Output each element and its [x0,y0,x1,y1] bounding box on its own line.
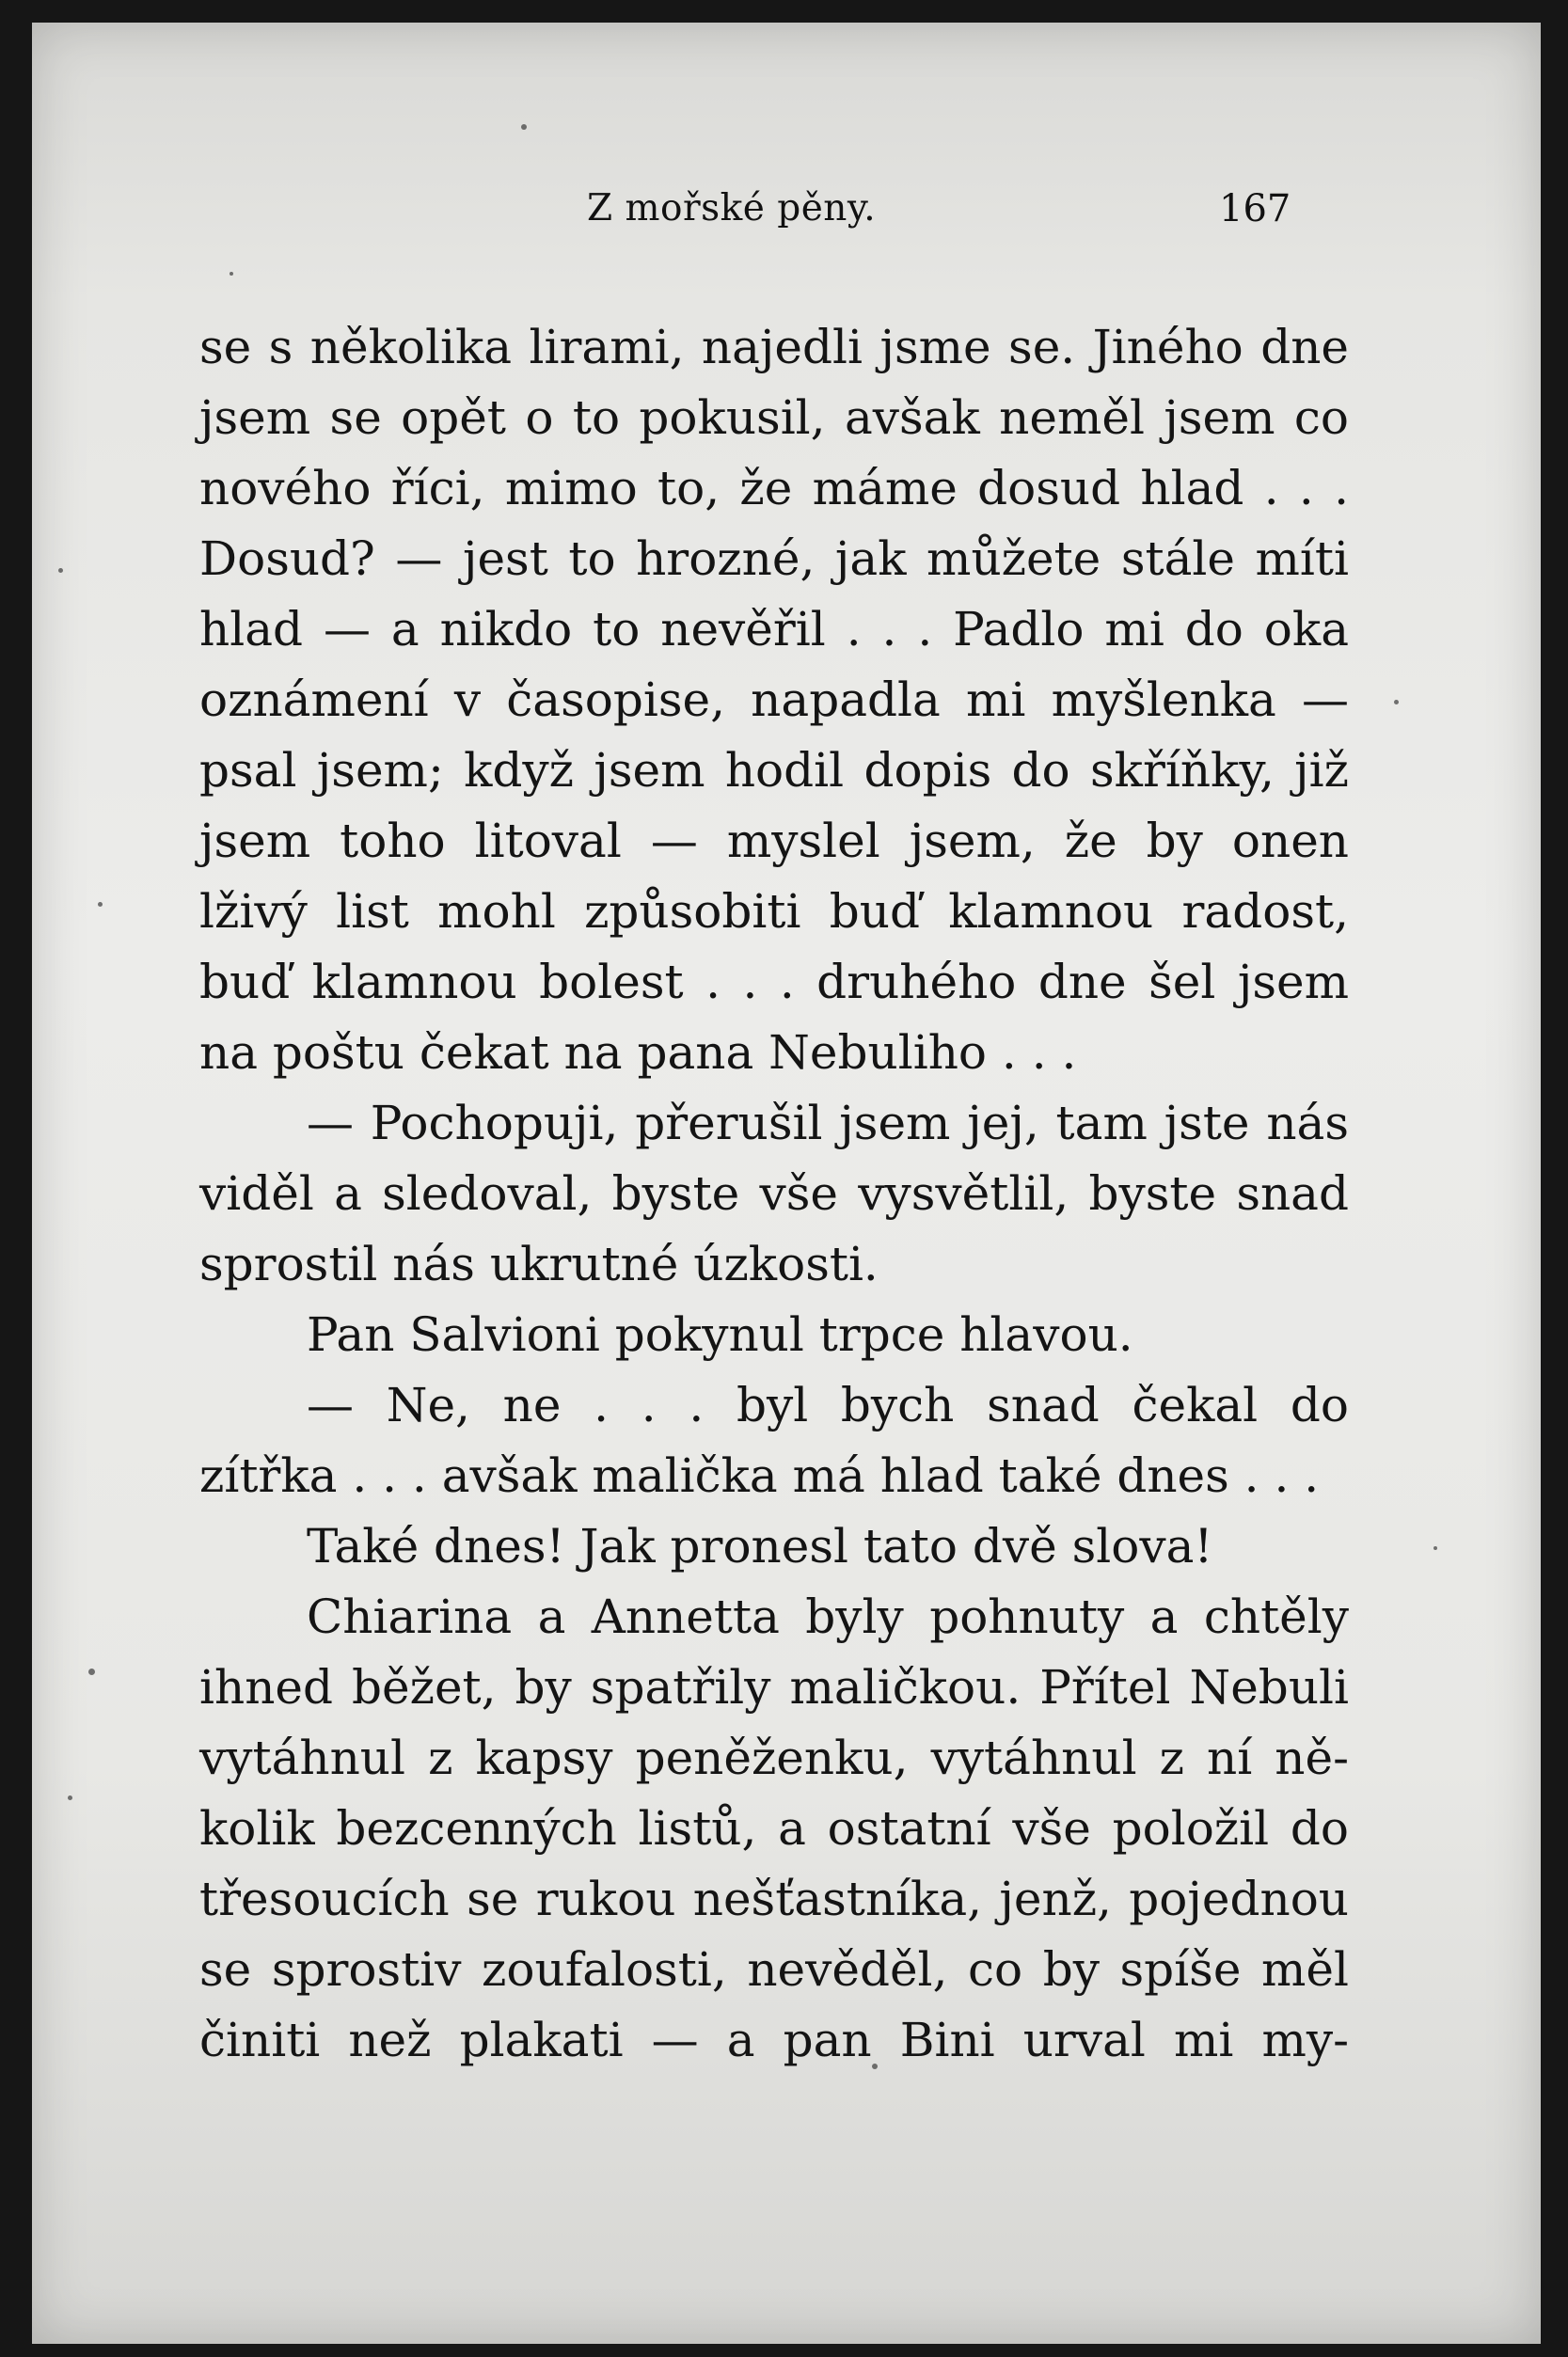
text-line: činiti než plakati — a pan Bini urval mi my- [199,2013,1349,2067]
text-line: nového říci, mimo to, že máme dosud hlad . . . [199,461,1349,515]
page-number: 167 [1219,187,1291,230]
text-line: se sprostiv zoufalosti, nevěděl, co by spíše měl [199,1942,1349,1997]
running-head [32,187,1541,244]
body-text [199,312,1349,2076]
text-line: jsem se opět o to pokusil, avšak neměl jsem co [199,390,1349,445]
dust-speck [1433,1546,1437,1550]
text-line: hlad — a nikdo to nevěřil . . . Padlo mi do oka [199,602,1349,656]
text-line: sprostil nás ukrutné úzkosti. [199,1237,879,1291]
running-head-title: Z mořské pěny. [587,187,877,229]
dust-speck [1394,700,1399,704]
dust-speck [88,1669,95,1675]
dust-speck [68,1795,72,1800]
text-line: kolik bezcenných listů, a ostatní vše položil do [199,1801,1349,1856]
text-line: viděl a sledoval, byste vše vysvětlil, byste snad [199,1166,1349,1221]
text-line: lživý list mohl způsobiti buď klamnou radost, [199,884,1349,939]
book-page [32,23,1541,2344]
text-line: — Ne, ne . . . byl bych snad čekal do [307,1378,1349,1432]
text-line: buď klamnou bolest . . . druhého dne šel jsem [199,955,1349,1009]
text-line: zítřka . . . avšak malička má hlad také dnes . . . [199,1448,1320,1503]
text-line: se s několika lirami, najedli jsme se. Jiného dne [199,320,1349,374]
text-line: psal jsem; když jsem hodil dopis do skříňky, již [199,743,1349,798]
text-line: ihned běžet, by spatřily maličkou. Přítel Nebuli [199,1660,1349,1715]
text-line: oznámení v časopise, napadla mi myšlenka — [199,672,1349,727]
text-line: na poštu čekat na pana Nebuliho . . . [199,1025,1077,1080]
dust-speck [521,124,527,130]
text-line: Také dnes! Jak pronesl tato dvě slova! [307,1519,1213,1574]
text-line: Dosud? — jest to hrozné, jak můžete stále míti [199,531,1349,586]
text-line: Pan Salvioni pokynul trpce hlavou. [307,1307,1133,1362]
dust-speck [98,902,103,907]
text-line: třesoucích se rukou nešťastníka, jenž, pojednou [199,1872,1349,1926]
dust-speck [58,568,63,573]
text-line: jsem toho litoval — myslel jsem, že by onen [199,814,1349,868]
text-line: Chiarina a Annetta byly pohnuty a chtěly [307,1590,1349,1644]
dust-speck [230,272,233,276]
text-line: — Pochopuji, přerušil jsem jej, tam jste nás [307,1096,1349,1150]
text-line: vytáhnul z kapsy peněženku, vytáhnul z ní ně- [199,1731,1349,1785]
